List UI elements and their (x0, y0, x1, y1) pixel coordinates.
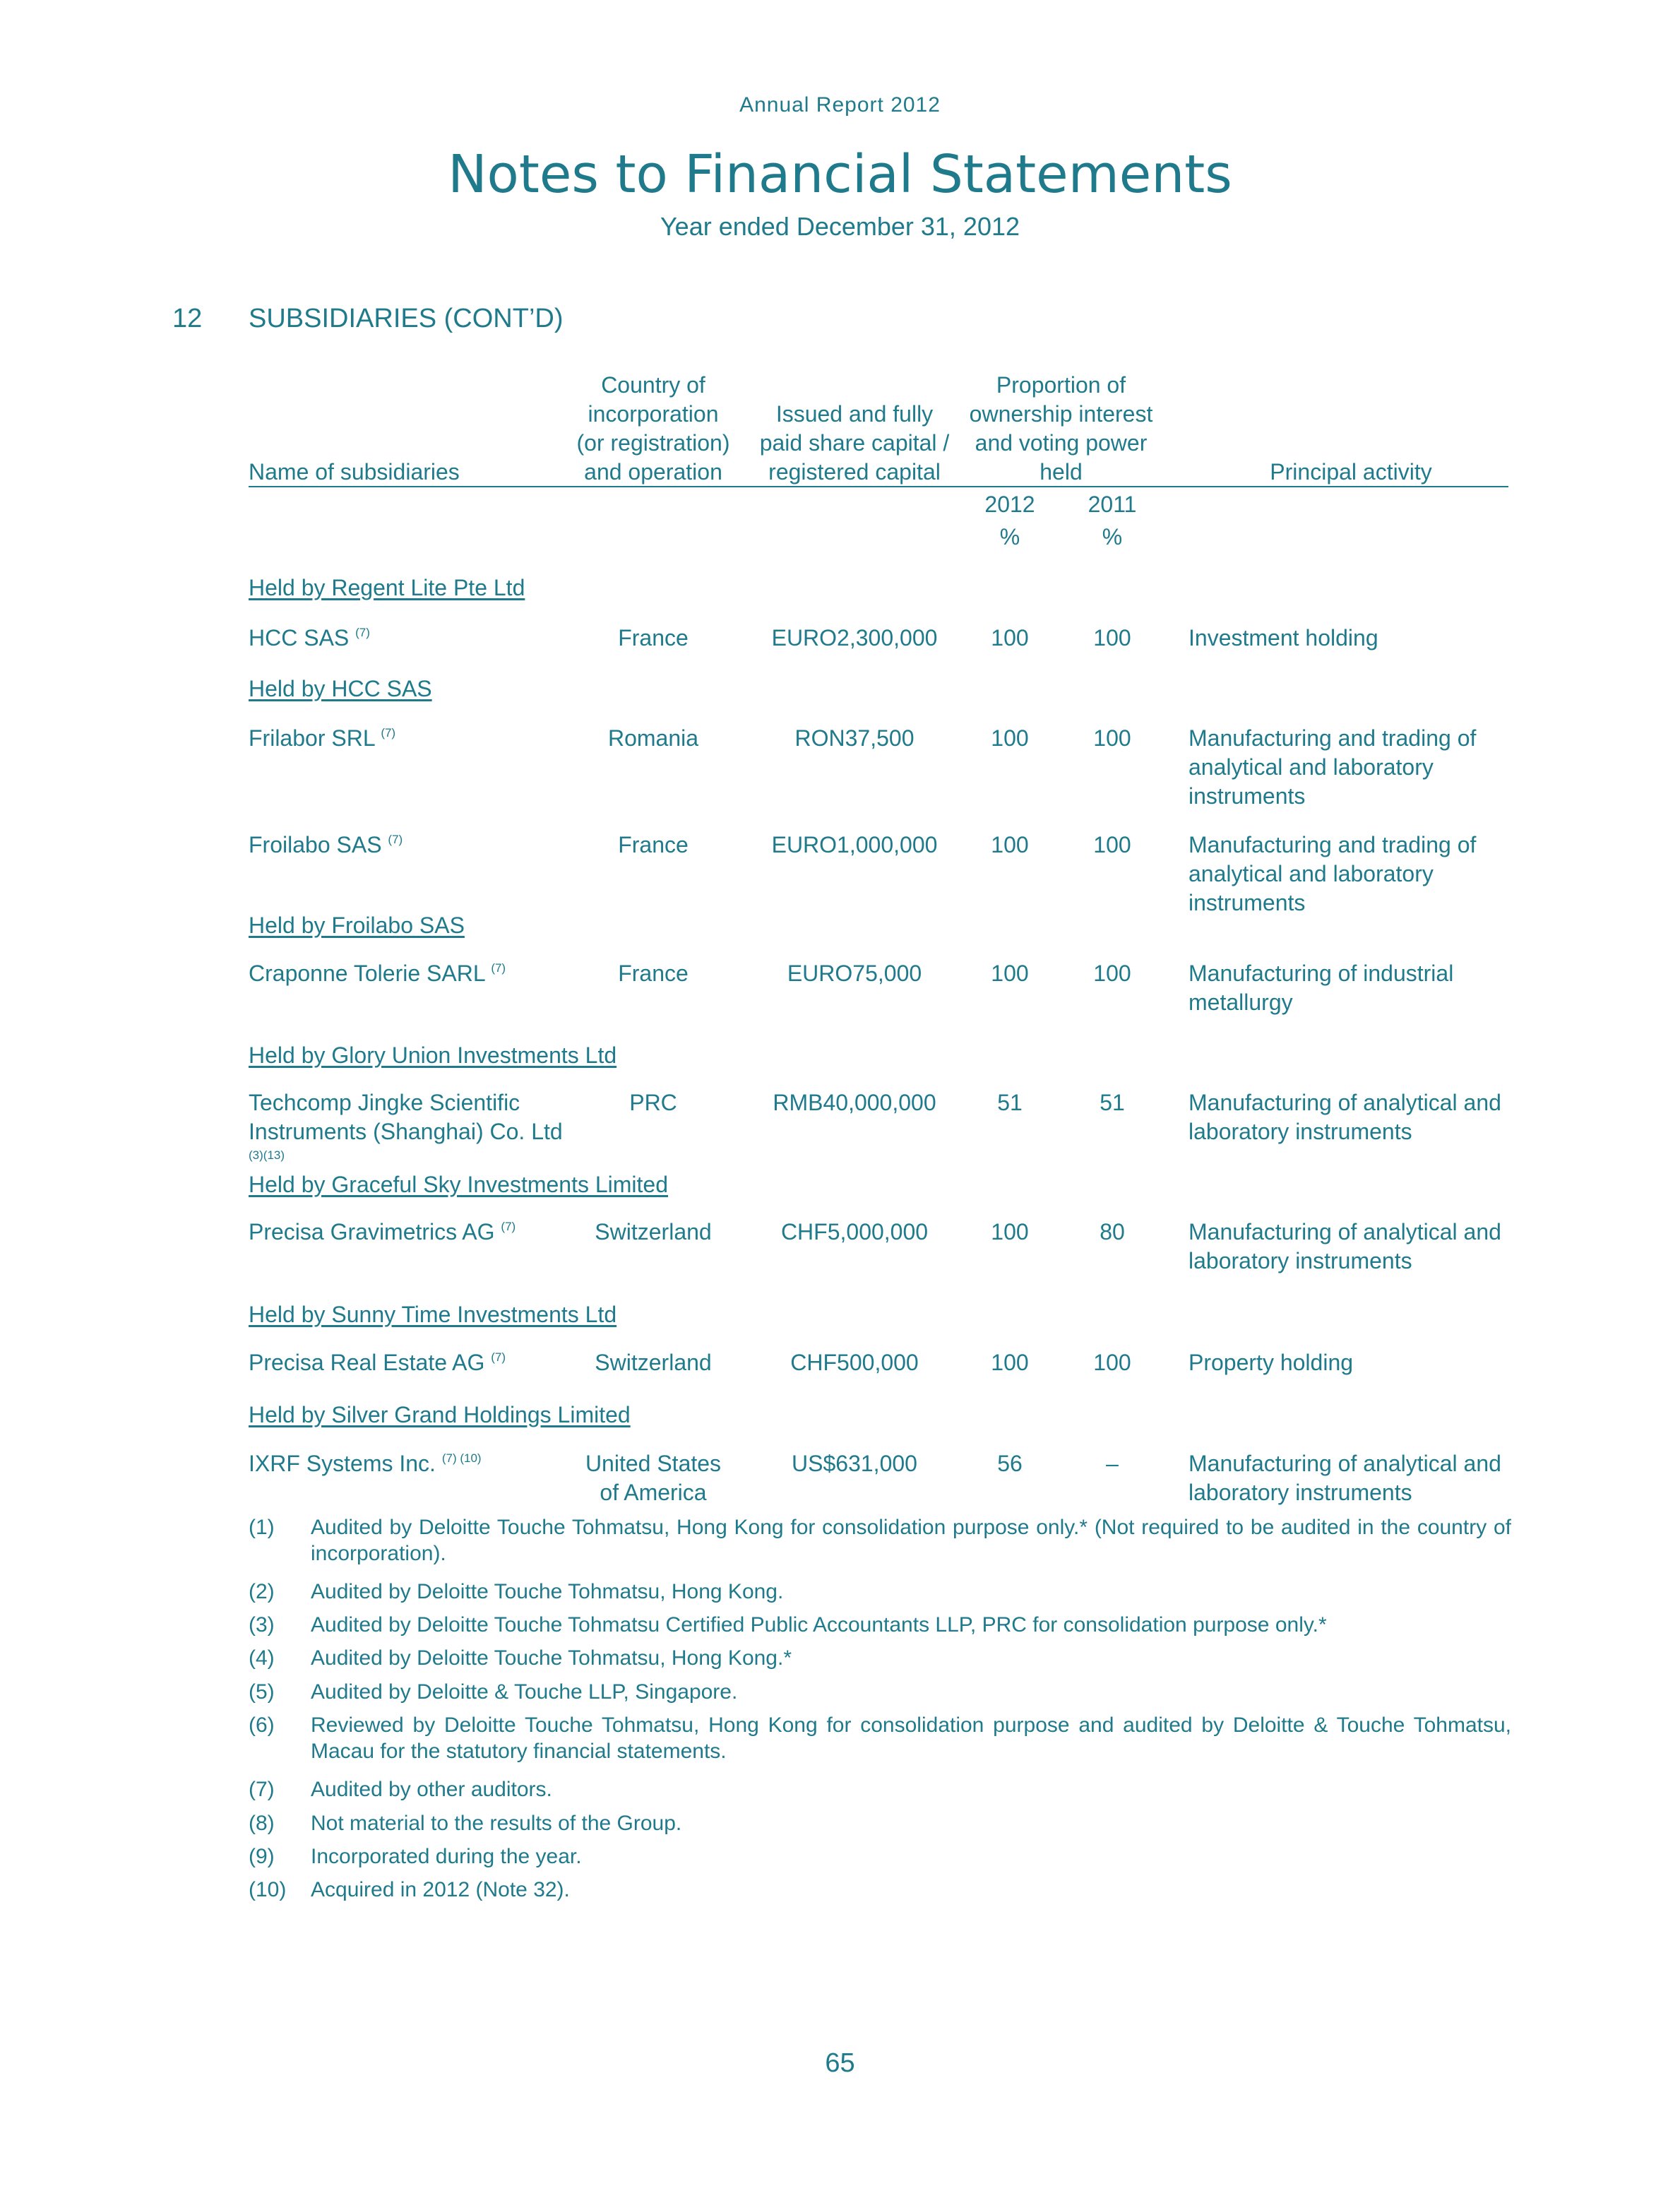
page-number: 65 (825, 2048, 855, 2078)
group-heading: Held by Glory Union Investments Ltd (249, 1042, 617, 1068)
proportion-2012: 51 (997, 1090, 1023, 1115)
principal-activity: Property holding (1188, 1350, 1354, 1375)
header-activity: Principal activity (1270, 459, 1432, 485)
proportion-2011: 80 (1100, 1219, 1125, 1245)
proportion-2012: 100 (991, 832, 1029, 857)
capital: US$631,000 (792, 1451, 917, 1476)
subsidiary-name: Precisa Gravimetrics AG $^{(7)}$ (249, 1219, 516, 1245)
header-pct-2012: % (999, 524, 1020, 550)
country: France (618, 832, 689, 857)
proportion-2012: 100 (991, 725, 1029, 751)
country: France (618, 625, 689, 651)
header-capital: Issued and fully paid share capital / registered capital (759, 401, 950, 485)
subsidiary-name: IXRF Systems Inc. $^{(7) (10)}$ (249, 1451, 482, 1476)
proportion-2012: 100 (991, 1219, 1029, 1245)
proportion-2011: 51 (1100, 1090, 1125, 1115)
principal-activity: Manufacturing of analytical and laboratory instruments (1188, 1219, 1501, 1273)
principal-activity: Manufacturing of analytical and laboratory instruments (1188, 1451, 1501, 1505)
capital: RMB40,000,000 (773, 1090, 936, 1115)
section-title: SUBSIDIARIES (CONT’D) (249, 304, 564, 333)
group-heading: Held by Graceful Sky Investments Limited (249, 1172, 669, 1197)
capital: EURO1,000,000 (771, 832, 938, 857)
section-number: 12 (172, 304, 203, 333)
subsidiary-name: Froilabo SAS $^{(7)}$ (249, 832, 403, 857)
header-name: Name of subsidiaries (249, 459, 460, 485)
proportion-2011: 100 (1093, 725, 1131, 751)
proportion-2012: 100 (991, 1350, 1029, 1375)
header-rule (249, 486, 1508, 487)
country: PRC (629, 1090, 677, 1115)
group-heading: Held by Sunny Time Investments Ltd (249, 1302, 617, 1327)
proportion-2012: 100 (991, 961, 1029, 986)
country: Switzerland (595, 1219, 712, 1245)
country: United States of America (585, 1451, 722, 1505)
capital: CHF500,000 (790, 1350, 919, 1375)
principal-activity: Investment holding (1188, 625, 1378, 651)
principal-activity: Manufacturing of analytical and laboratory instruments (1188, 1090, 1501, 1144)
principal-activity: Manufacturing and trading of analytical and laboratory instruments (1188, 725, 1477, 809)
report-name: Annual Report 2012 (739, 93, 941, 117)
country: Switzerland (595, 1350, 712, 1375)
capital: CHF5,000,000 (780, 1219, 929, 1245)
header-country: Country of incorporation (or registration) and operation (576, 372, 730, 485)
proportion-2012: 100 (991, 625, 1029, 651)
header-pct-2011: % (1102, 524, 1123, 550)
group-heading: Held by Silver Grand Holdings Limited (249, 1402, 631, 1427)
header-year-2011: 2011 (1088, 492, 1137, 517)
principal-activity: Manufacturing and trading of analytical and laboratory instruments (1188, 832, 1477, 915)
subsidiary-name: HCC SAS $^{(7)}$ (249, 625, 370, 651)
capital: EURO75,000 (787, 961, 922, 986)
proportion-2012: 56 (997, 1451, 1023, 1476)
capital: EURO2,300,000 (771, 625, 938, 651)
header-year-2012: 2012 (984, 492, 1035, 517)
proportion-2011: 100 (1093, 832, 1131, 857)
subsidiary-name: Techcomp Jingke Scientific Instruments (Shanghai) Co. Ltd $^{(3)(13)}$ (249, 1090, 563, 1162)
capital: RON37,500 (794, 725, 915, 751)
group-heading: Held by Regent Lite Pte Ltd (249, 575, 525, 600)
subsidiary-name: Craponne Tolerie SARL $^{(7)}$ (249, 961, 506, 986)
header-proportion: Proportion of ownership interest and voting power held (969, 372, 1153, 485)
page-subtitle: Year ended December 31, 2012 (660, 212, 1020, 241)
proportion-2011: – (1106, 1451, 1119, 1476)
proportion-2011: 100 (1093, 961, 1131, 986)
country: France (618, 961, 689, 986)
group-heading: Held by Froilabo SAS (249, 913, 465, 938)
proportion-2011: 100 (1093, 1350, 1131, 1375)
subsidiary-name: Precisa Real Estate AG $^{(7)}$ (249, 1350, 506, 1375)
group-heading: Held by HCC SAS (249, 676, 432, 701)
subsidiary-name: Frilabor SRL $^{(7)}$ (249, 725, 396, 751)
principal-activity: Manufacturing of industrial metallurgy (1188, 961, 1454, 1015)
country: Romania (607, 725, 699, 751)
proportion-2011: 100 (1093, 625, 1131, 651)
page-title: Notes to Financial Statements (448, 144, 1232, 205)
